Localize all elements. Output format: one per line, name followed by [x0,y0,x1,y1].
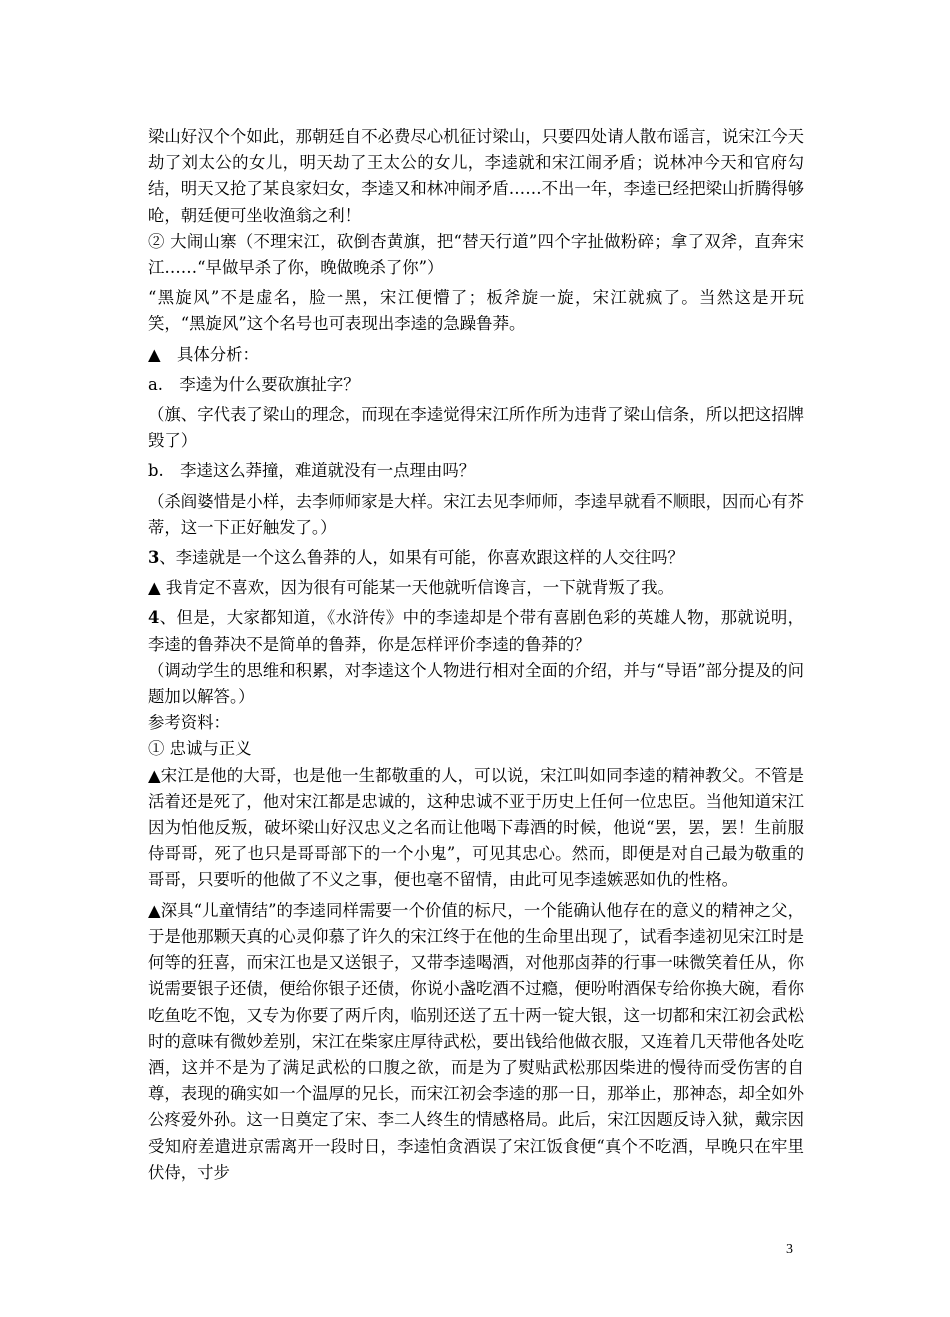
paragraph-analysis-heading: ▲ 具体分析： [148,344,259,364]
paragraph-loyalty-body: ▲宋江是他的大哥，也是他一生都敬重的人，可以说，宋江叫如同李逵的精神教父。不管是活着还是死了，他对宋江都是忠诚的，这种忠诚不亚于历史上任何一位忠臣。当他知道宋江因为怕他反叛，破坏梁山好汉忠义之名而让他喝下毒酒的时候，他说“罢，罢，罢！生前服侍哥哥，死了也只是哥哥部下的一个小鬼”，可见其忠心。然而，即便是对自己最为敬重的哥哥，只要听的他做了不义之事，便也毫不留情，由此可见李逵嫉恶如仇的性格。 [148,765,804,890]
question-text: 、但是，大家都知道，《水浒传》中的李逵却是个带有喜剧色彩的英雄人物，那就说明，李逵的鲁莽决不是简单的鲁莽，你是怎样评价李逵的鲁莽的？ [148,608,804,654]
paragraph-answer-3: ▲ 我肯定不喜欢，因为很有可能某一天他就听信谗言，一下就背叛了我。 [148,578,674,598]
paragraph-answer-a: （旗、字代表了梁山的理念，而现在李逵觉得宋江所作所为违背了梁山信条，所以把这招牌毁了） [148,405,804,451]
question-text: 、李逵就是一个这么鲁莽的人，如果有可能，你喜欢跟这样的人交往吗？ [159,548,684,568]
paragraph-guidance: （调动学生的思维和积累，对李逵这个人物进行相对全面的介绍，并与“导语”部分提及的问题加以解答。） [148,660,804,707]
paragraph-question-b: b. 李逵这么莽撞，难道就没有一点理由吗？ [148,461,476,481]
paragraph-question-a: a. 李逵为什么要砍旗扯字？ [148,374,360,394]
paragraph-references-heading: 参考资料： [148,713,230,733]
paragraph-loyalty-heading: ① 忠诚与正义 [148,739,252,759]
paragraph-black-whirlwind: “黑旋风”不是虚名，脸一黑，宋江便懵了；板斧旋一旋，宋江就疯了。当然这是开玩笑，“黑旋风”这个名号也可表现出李逵的急躁鲁莽。 [148,288,804,334]
paragraph-child-complex: ▲深具“儿童情结”的李逵同样需要一个价值的标尺，一个能确认他存在的意义的精神之父，于是他那颗天真的心灵仰慕了许久的宋江终于在他的生命里出现了，试看李逵初见宋江时是何等的狂喜，而宋江也是又送银子，又带李逵喝酒，对他那卤莽的行事一味微笑着任从，你说需要银子还债，便给你银子还债，你说小盏吃酒不过瘾，便吩咐酒保专给你换大碗，看你吃鱼吃不饱，又专为你要了两斤肉，临别还送了五十两一锭大银，这一切都和宋江初会武松时的意味有微妙差别，宋江在柴家庄厚待武松，要出钱给他做衣服，又连着几天带他各处吃酒，这并不是为了满足武松的口腹之欲，而是为了熨贴武松那因柴进的慢待而受伤害的自尊，表现的确实如一个温厚的兄长，而宋江初会李逵的那一日，那举止，那神态，却全如外公疼爱外孙。这一日奠定了宋、李二人终生的情感格局。此后，宋江因题反诗入狱，戴宗因受知府差遣进京需离开一段时日，李逵怕贪酒误了宋江饭食便“真个不吃酒，早晚只在牢里伏侍，寸步 [148,900,804,1182]
paragraph-question-4 [148,605,804,657]
paragraph-second-point: ② 大闹山寨（不理宋江，砍倒杏黄旗，把“替天行道”四个字扯做粉碎；拿了双斧，直奔宋江……“早做早杀了你，晚做晚杀了你”） [148,231,804,278]
question-number: 3 [148,548,160,568]
paragraph-answer-b: （杀阎婆惜是小样，去李师师家是大样。宋江去见李师师，李逵早就看不顺眼，因而心有芥蒂，这一下正好触发了。） [148,491,804,537]
page-body [148,124,804,1186]
paragraph-rumor-strategy: 梁山好汉个个如此，那朝廷自不必费尽心机征讨梁山，只要四处请人散布谣言，说宋江今天劫了刘太公的女儿，明天劫了王太公的女儿，李逵就和宋江闹矛盾；说林冲今天和官府勾结，明天又抢了某良家妇女，李逵又和林冲闹矛盾……不出一年，李逵已经把梁山折腾得够呛，朝廷便可坐收渔翁之利！ [148,127,804,225]
paragraph-question-3 [148,545,804,571]
page-number: 3 [786,1242,793,1257]
question-number: 4 [148,608,160,628]
